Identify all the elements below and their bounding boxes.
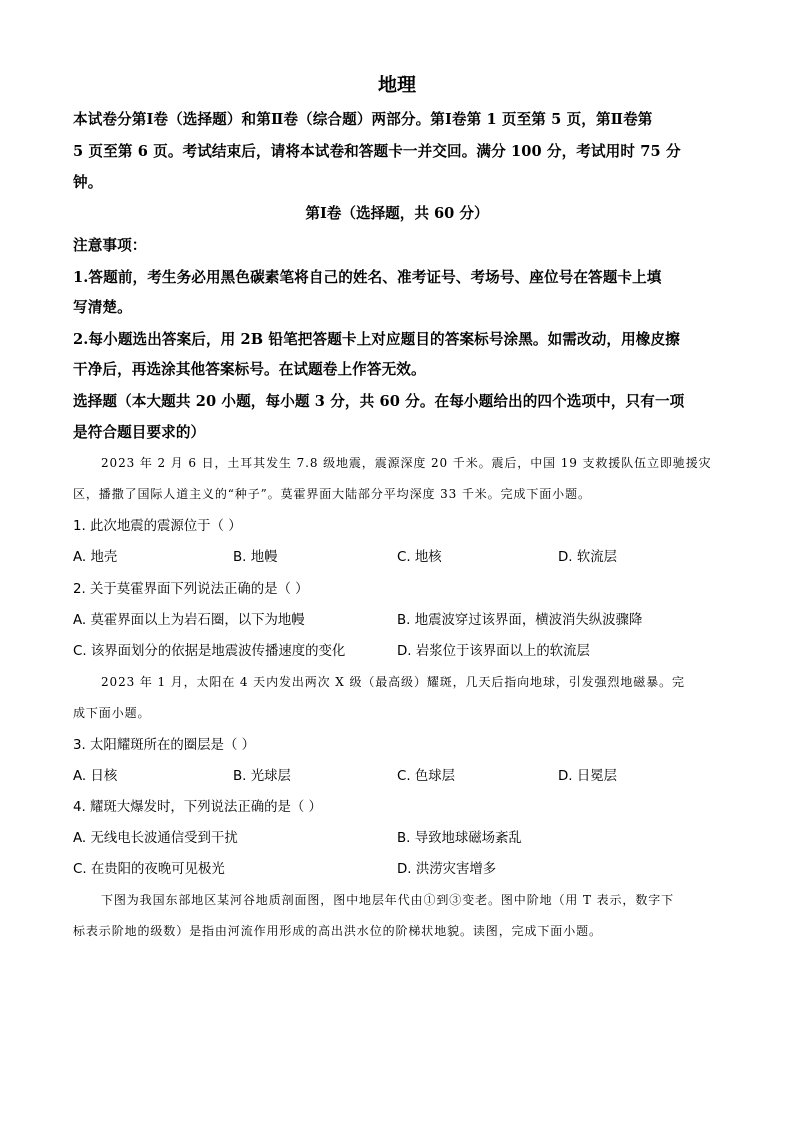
question-2-option-c[interactable]: C. 该界面划分的依据是地震波传播速度的变化 [73, 644, 346, 659]
material-3-line-2: 标表示阶地的级数）是指由河流作用形成的高出洪水位的阶梯状地貌。读图，完成下面小题。 [73, 924, 602, 938]
intro-line-3: 钟。 [73, 174, 103, 191]
question-3-option-c[interactable]: C. 色球层 [397, 769, 456, 784]
material-1-line-2: 区，播撒了国际人道主义的“种子”。莫霍界面大陆部分平均深度 33 千米。完成下面小题。 [73, 487, 591, 501]
note-2-line-2: 干净后，再选涂其他答案标号。在试题卷上作答无效。 [73, 361, 426, 378]
section-title: 第Ⅰ卷（选择题，共 60 分） [305, 205, 489, 222]
question-3-option-a[interactable]: A. 日核 [73, 769, 118, 784]
question-4-stem: 4. 耀斑大爆发时，下列说法正确的是（ ） [73, 800, 322, 815]
question-3-stem: 3. 太阳耀斑所在的圈层是（ ） [73, 738, 255, 753]
question-1-option-c[interactable]: C. 地核 [397, 550, 442, 565]
note-1-line-2: 写清楚。 [73, 299, 132, 316]
material-2-line-1: 2023 年 1 月，太阳在 4 天内发出两次 X 级（最高级）耀斑，几天后指向地球，引发强烈地磁暴。完 [101, 675, 685, 689]
question-1-option-b[interactable]: B. 地幔 [233, 550, 278, 565]
material-1-line-1: 2023 年 2 月 6 日，土耳其发生 7.8 级地震，震源深度 20 千米。震后，中国 19 支救援队伍立即驰援灾 [101, 456, 712, 470]
question-1-option-a[interactable]: A. 地壳 [73, 550, 118, 565]
question-3-option-b[interactable]: B. 光球层 [233, 769, 291, 784]
note-2-line-1: 2.每小题选出答案后，用 2B 铅笔把答题卡上对应题目的答案标号涂黑。如需改动，用橡皮擦 [73, 331, 680, 348]
note-1-line-1: 1.答题前，考生务必用黑色碳素笔将自己的姓名、准考证号、考场号、座位号在答题卡上填 [73, 269, 662, 286]
question-4-option-a[interactable]: A. 无线电长波通信受到干扰 [73, 831, 238, 846]
intro-line-1: 本试卷分第Ⅰ卷（选择题）和第Ⅱ卷（综合题）两部分。第Ⅰ卷第 1 页至第 5 页，第Ⅱ卷第 [73, 111, 653, 128]
question-2-option-b[interactable]: B. 地震波穿过该界面，横波消失纵波骤降 [397, 613, 643, 628]
notes-heading: 注意事项： [73, 237, 147, 254]
question-4-option-c[interactable]: C. 在贵阳的夜晚可见极光 [73, 862, 225, 877]
question-2-stem: 2. 关于莫霍界面下列说法正确的是（ ） [73, 582, 309, 597]
page-title: 地理 [377, 74, 416, 96]
question-3-option-d[interactable]: D. 日冕层 [558, 769, 617, 784]
question-2-option-a[interactable]: A. 莫霍界面以上为岩石圈，以下为地幔 [73, 613, 305, 628]
material-3-line-1: 下图为我国东部地区某河谷地质剖面图，图中地层年代由①到③变老。图中阶地（用 T 表示，数字下 [101, 893, 675, 907]
material-2-line-2: 成下面小题。 [73, 706, 151, 720]
intro-line-2: 5 页至第 6 页。考试结束后，请将本试卷和答题卡一并交回。满分 100 分，考试用时 75 分 [73, 143, 681, 160]
question-1-option-d[interactable]: D. 软流层 [558, 550, 617, 565]
instructions-line-1: 选择题（本大题共 20 小题，每小题 3 分，共 60 分。在每小题给出的四个选项中，只有一项 [73, 393, 685, 410]
question-1-stem: 1. 此次地震的震源位于（ ） [73, 519, 242, 534]
instructions-line-2: 是符合题目要求的） [73, 424, 206, 441]
question-4-option-b[interactable]: B. 导致地球磁场紊乱 [397, 831, 522, 846]
question-2-option-d[interactable]: D. 岩浆位于该界面以上的软流层 [397, 644, 590, 659]
question-4-option-d[interactable]: D. 洪涝灾害增多 [397, 862, 497, 877]
